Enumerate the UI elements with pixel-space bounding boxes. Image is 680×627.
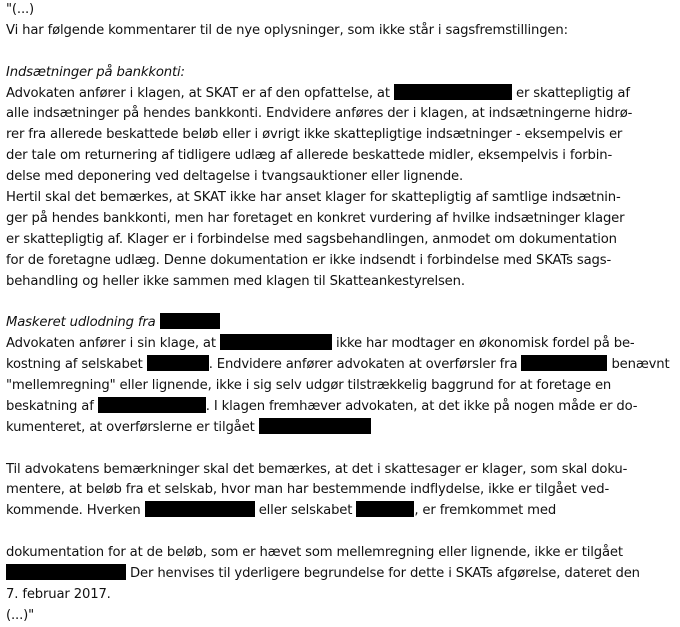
paragraph-line: Der henvises til yderligere begrundelse for dette i SKATs afgørelse, dateret den: [6, 564, 678, 585]
paragraph-line: ger på hendes bankkonti, men har foretaget en konkret vurdering af hvilke indsætninger klager: [6, 210, 625, 226]
paragraph-line: Til advokatens bemærkninger skal det bemærkes, at det i skattesager er klager, som skal doku-: [6, 461, 628, 477]
redaction-box: [160, 313, 220, 329]
redaction-box: [356, 501, 414, 517]
paragraph-line: der tale om returnering af tidligere udlæg af allerede beskattede midler, eksempelvis i forbin-: [6, 148, 613, 164]
paragraph-line: "mellemregning" eller lignende, ikke i sig selv udgør tilstrækkelig baggrund for at foretage en: [6, 378, 612, 394]
redaction-box: [394, 84, 512, 100]
intro-text: Vi har følgende kommentarer til de nye oplysninger, som ikke står i sagsfremstillingen:: [6, 22, 568, 38]
paragraph-line: rer fra allerede beskattede beløb eller i øvrigt ikke skattepligtige indsætninger - eksempelvis er: [6, 127, 623, 143]
paragraph-line: Advokaten anfører i klagen, at SKAT er af den opfattelse, at er skattepligtig af: [6, 85, 630, 101]
paragraph-line: behandling og heller ikke sammen med klagen til Skatteankestyrelsen.: [6, 273, 465, 289]
paragraph-line: kostning af selskabet . Endvidere anfører advokaten at overførsler fra benævnt: [6, 357, 670, 373]
paragraph-line: kommende. Hverken eller selskabet , er fremkommet med: [6, 503, 557, 519]
redaction-box: [521, 355, 607, 371]
redaction-box: [259, 418, 371, 434]
paragraph-line: delse med deponering ved deltagelse i tvangsauktioner eller lignende.: [6, 169, 464, 185]
section-heading-masked-distribution: Maskeret udlodning fra: [6, 313, 678, 334]
redaction-box: [98, 397, 206, 413]
section-heading-deposits: Indsætninger på bankkonti:: [6, 64, 185, 80]
paragraph-line: Advokaten anfører i sin klage, at ikke har modtager en økonomisk fordel på be-: [6, 336, 635, 352]
paragraph-line: er skattepligtig af. Klager er i forbindelse med sagsbehandlingen, anmodet om dokumentation: [6, 231, 617, 247]
paragraph-line: alle indsætninger på hendes bankkonti. Endvidere anføres der i klagen, at indsætningerne hidrø-: [6, 106, 633, 122]
open-quote: "(...): [6, 2, 35, 17]
paragraph-line: 7. februar 2017.: [6, 586, 111, 602]
redaction-box: [220, 334, 332, 350]
redaction-box: [145, 501, 255, 517]
redaction-box: [147, 355, 209, 371]
paragraph-line: for de foretagne udlæg. Denne dokumentation er ikke indsendt i forbindelse med SKATs sags-: [6, 252, 612, 268]
close-quote: (...)": [6, 607, 35, 623]
redaction-box: [6, 564, 126, 580]
paragraph-line: kumenteret, at overførslerne er tilgået: [6, 418, 678, 439]
paragraph-line: mentere, at beløb fra et selskab, hvor man har bestemmende indflydelse, ikke er tilgået ved-: [6, 482, 610, 498]
paragraph-line: beskatning af . I klagen fremhæver advokaten, at det ikke på nogen måde er do-: [6, 398, 638, 414]
document-body: [6, 0, 678, 627]
paragraph-line: Hertil skal det bemærkes, at SKAT ikke har anset klager for skattepligtig af samtlige indsætnin-: [6, 190, 621, 206]
paragraph-line: dokumentation for at de beløb, som er hævet som mellemregning eller lignende, ikke er tilgået: [6, 545, 623, 561]
